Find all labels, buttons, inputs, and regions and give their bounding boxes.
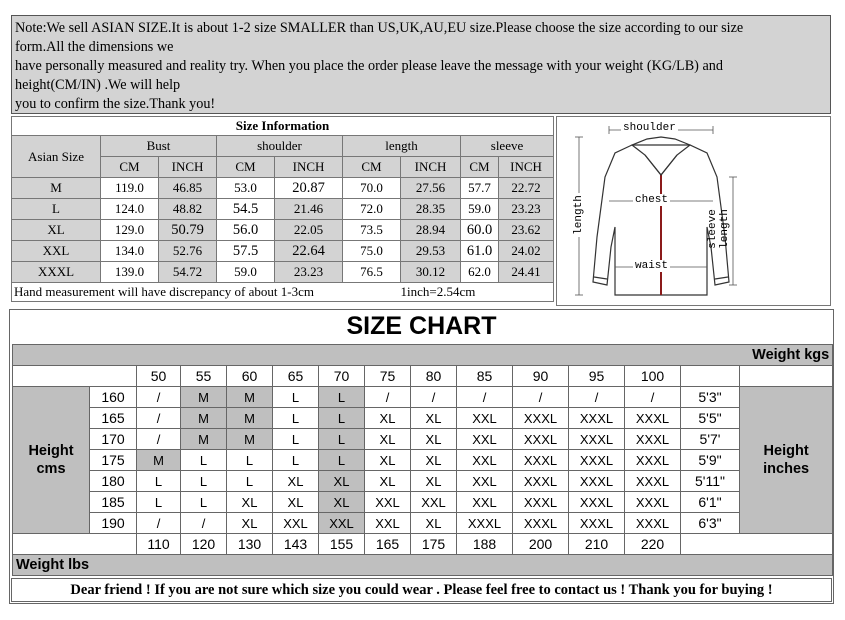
table-cell: 59.0: [217, 262, 275, 283]
size-cell: /: [137, 387, 181, 408]
table-cell: 70.0: [343, 178, 401, 199]
sleeve-label: sleeve: [707, 209, 719, 249]
length-header: length: [343, 136, 461, 157]
waist-label: waist: [635, 260, 669, 272]
table-cell: 60.0: [461, 220, 499, 241]
table-cell: 61.0: [461, 241, 499, 262]
size-cell: /: [569, 387, 625, 408]
blank-cell: [13, 366, 137, 387]
kg-value: 70: [319, 366, 365, 387]
size-cell: M: [227, 408, 273, 429]
table-row: [13, 450, 833, 471]
lb-value: 110: [137, 534, 181, 555]
table-row: [13, 492, 833, 513]
table-row: [13, 513, 833, 534]
size-cell: XXXL: [569, 492, 625, 513]
note-line: Note:We sell ASIAN SIZE.It is about 1-2 size SMALLER than US,UK,AU,EU size.Please choose the size according to our size: [15, 20, 744, 36]
size-label: L: [12, 199, 101, 220]
size-cell: M: [181, 429, 227, 450]
size-cell: XXXL: [513, 492, 569, 513]
height-cms-label-line2: cms: [36, 461, 66, 477]
height-cm-value: 175: [90, 450, 137, 471]
unit-header: CM: [343, 157, 401, 178]
size-cell: XL: [411, 429, 457, 450]
length-label: length: [573, 193, 585, 237]
sleeve-header: sleeve: [461, 136, 554, 157]
size-cell: XXXL: [625, 429, 681, 450]
table-row: [13, 429, 833, 450]
size-cell: XL: [411, 450, 457, 471]
size-cell: L: [319, 450, 365, 471]
height-cm-value: 180: [90, 471, 137, 492]
lb-value: 120: [181, 534, 227, 555]
contact-message: Dear friend ! If you are not sure which size you could wear . Please feel free to contact us ! Thank you for buying !: [11, 578, 832, 602]
size-cell: XXL: [365, 513, 411, 534]
size-cell: /: [625, 387, 681, 408]
size-cell: XL: [411, 408, 457, 429]
size-cell: XXXL: [625, 471, 681, 492]
size-cell: L: [319, 429, 365, 450]
unit-header: INCH: [275, 157, 343, 178]
size-cell: /: [137, 513, 181, 534]
lb-value: 210: [569, 534, 625, 555]
table-cell: 50.79: [159, 220, 217, 241]
size-cell: L: [273, 450, 319, 471]
height-inch-value: 5'9": [681, 450, 740, 471]
table-cell: 20.87: [275, 178, 343, 199]
table-cell: 22.64: [275, 241, 343, 262]
table-row: [13, 408, 833, 429]
weight-kgs-label: Weight kgs: [13, 345, 833, 366]
size-cell: XL: [227, 513, 273, 534]
size-cell: XXXL: [457, 513, 513, 534]
table-cell: 75.0: [343, 241, 401, 262]
size-cell: XXXL: [625, 450, 681, 471]
size-cell: /: [513, 387, 569, 408]
table-cell: 57.5: [217, 241, 275, 262]
table-cell: 54.72: [159, 262, 217, 283]
lb-value: 220: [625, 534, 681, 555]
size-cell: XL: [365, 429, 411, 450]
size-cell: XXL: [457, 408, 513, 429]
size-cell: L: [319, 387, 365, 408]
size-cell: XXL: [457, 429, 513, 450]
table-cell: 73.5: [343, 220, 401, 241]
size-label: XXXL: [12, 262, 101, 283]
lb-value: 188: [457, 534, 513, 555]
size-label: XXL: [12, 241, 101, 262]
height-inch-value: 6'3": [681, 513, 740, 534]
unit-header: INCH: [499, 157, 554, 178]
height-inches-label: [740, 387, 833, 534]
table-cell: 29.53: [401, 241, 461, 262]
size-cell: M: [227, 387, 273, 408]
weight-lbs-label: Weight lbs: [13, 555, 833, 576]
unit-header: INCH: [159, 157, 217, 178]
size-cell: /: [181, 513, 227, 534]
size-cell: /: [457, 387, 513, 408]
table-row: [12, 220, 554, 241]
table-cell: 53.0: [217, 178, 275, 199]
size-cell: M: [227, 429, 273, 450]
table-cell: 22.05: [275, 220, 343, 241]
note-line: form.All the dimensions we: [15, 39, 174, 55]
unit-header: INCH: [401, 157, 461, 178]
height-cms-label-line1: Height: [28, 443, 74, 459]
lb-value: 175: [411, 534, 457, 555]
kg-value: 85: [457, 366, 513, 387]
size-cell: /: [137, 408, 181, 429]
table-cell: 27.56: [401, 178, 461, 199]
kg-value: 90: [513, 366, 569, 387]
height-inch-value: 5'3": [681, 387, 740, 408]
size-cell: XL: [365, 450, 411, 471]
shirt-measurement-diagram: [556, 116, 831, 306]
size-cell: XL: [411, 513, 457, 534]
table-cell: 23.62: [499, 220, 554, 241]
size-cell: XXL: [457, 492, 513, 513]
kg-value: 50: [137, 366, 181, 387]
height-cm-value: 190: [90, 513, 137, 534]
height-inches-label-line1: Height: [763, 443, 809, 459]
table-row: [12, 178, 554, 199]
table-cell: 23.23: [499, 199, 554, 220]
kg-value: 80: [411, 366, 457, 387]
table-cell: 124.0: [101, 199, 159, 220]
kg-header-row: [13, 366, 833, 387]
lbs-row: [13, 534, 833, 555]
bust-header: Bust: [101, 136, 217, 157]
size-chart-title: SIZE CHART: [346, 312, 497, 340]
table-cell: 46.85: [159, 178, 217, 199]
height-inch-value: 5'11": [681, 471, 740, 492]
size-cell: L: [273, 387, 319, 408]
kg-value: 75: [365, 366, 411, 387]
table-row: [12, 241, 554, 262]
kg-value: 95: [569, 366, 625, 387]
blank-cell: [740, 366, 833, 387]
size-cell: XL: [365, 408, 411, 429]
size-cell: XXXL: [569, 429, 625, 450]
measurement-footnote: Hand measurement will have discrepancy of about 1-3cm: [12, 283, 401, 302]
size-cell: XXXL: [513, 408, 569, 429]
size-cell: XXXL: [569, 450, 625, 471]
size-cell: XXL: [273, 513, 319, 534]
size-cell: XL: [365, 471, 411, 492]
shoulder-label: shoulder: [623, 122, 676, 134]
size-cell: XXL: [457, 450, 513, 471]
size-cell: XXL: [457, 471, 513, 492]
size-cell: XXXL: [513, 429, 569, 450]
size-cell: L: [273, 429, 319, 450]
table-cell: 23.23: [275, 262, 343, 283]
kg-value: 100: [625, 366, 681, 387]
size-cell: M: [137, 450, 181, 471]
size-note: [11, 15, 831, 114]
table-row: [12, 199, 554, 220]
height-inches-label-line2: inches: [763, 461, 810, 477]
size-cell: /: [365, 387, 411, 408]
asian-size-header: Asian Size: [12, 136, 101, 178]
note-line: height(CM/IN) .We will help: [15, 77, 181, 93]
height-inch-value: 6'1": [681, 492, 740, 513]
table-cell: 76.5: [343, 262, 401, 283]
table-cell: 22.72: [499, 178, 554, 199]
size-chart-table: [12, 344, 833, 576]
table-cell: 54.5: [217, 199, 275, 220]
size-label: M: [12, 178, 101, 199]
shirt-icon: [557, 117, 830, 305]
size-cell: XXXL: [569, 513, 625, 534]
table-cell: 52.76: [159, 241, 217, 262]
size-info-title: Size Information: [12, 117, 554, 136]
height-cm-value: 170: [90, 429, 137, 450]
size-cell: XXL: [411, 492, 457, 513]
size-label: XL: [12, 220, 101, 241]
size-cell: XL: [411, 471, 457, 492]
lb-value: 165: [365, 534, 411, 555]
blank-cell: [13, 534, 137, 555]
size-cell: XL: [273, 492, 319, 513]
height-cms-label: [13, 387, 90, 534]
size-cell: XXXL: [625, 513, 681, 534]
table-row: [12, 262, 554, 283]
kg-value: 55: [181, 366, 227, 387]
table-cell: 134.0: [101, 241, 159, 262]
kg-value: 60: [227, 366, 273, 387]
table-cell: 48.82: [159, 199, 217, 220]
table-cell: 62.0: [461, 262, 499, 283]
size-cell: XXXL: [569, 408, 625, 429]
table-cell: 119.0: [101, 178, 159, 199]
size-cell: /: [411, 387, 457, 408]
table-cell: 59.0: [461, 199, 499, 220]
height-cm-value: 165: [90, 408, 137, 429]
blank-cell: [681, 366, 740, 387]
table-row: [13, 387, 833, 408]
unit-header: CM: [101, 157, 159, 178]
size-cell: XXXL: [625, 408, 681, 429]
height-cm-value: 160: [90, 387, 137, 408]
size-cell: XL: [273, 471, 319, 492]
note-line: you to confirm the size.Thank you!: [15, 96, 216, 112]
size-cell: L: [181, 471, 227, 492]
size-cell: L: [319, 408, 365, 429]
height-inch-value: 5'7': [681, 429, 740, 450]
weight-lbs-row: [13, 555, 833, 576]
table-cell: 30.12: [401, 262, 461, 283]
table-cell: 129.0: [101, 220, 159, 241]
size-cell: /: [137, 429, 181, 450]
table-cell: 72.0: [343, 199, 401, 220]
table-cell: 28.94: [401, 220, 461, 241]
table-cell: 28.35: [401, 199, 461, 220]
lb-value: 155: [319, 534, 365, 555]
size-cell: XL: [319, 492, 365, 513]
table-cell: 56.0: [217, 220, 275, 241]
size-cell: XXXL: [513, 513, 569, 534]
unit-header: CM: [461, 157, 499, 178]
sleeve-length-label: length: [719, 209, 731, 249]
lb-value: 130: [227, 534, 273, 555]
lb-value: 200: [513, 534, 569, 555]
unit-header: CM: [217, 157, 275, 178]
height-cm-value: 185: [90, 492, 137, 513]
size-cell: XXXL: [625, 492, 681, 513]
lb-value: 143: [273, 534, 319, 555]
blank-cell: [681, 534, 833, 555]
size-cell: L: [181, 492, 227, 513]
size-cell: XL: [227, 492, 273, 513]
table-row: [13, 471, 833, 492]
weight-kgs-row: [13, 345, 833, 366]
size-cell: L: [137, 492, 181, 513]
size-cell: L: [227, 450, 273, 471]
size-cell: XXL: [319, 513, 365, 534]
size-cell: L: [137, 471, 181, 492]
kg-value: 65: [273, 366, 319, 387]
size-cell: XXL: [365, 492, 411, 513]
table-cell: 24.41: [499, 262, 554, 283]
table-cell: 57.7: [461, 178, 499, 199]
size-cell: XXXL: [513, 471, 569, 492]
size-cell: XXXL: [569, 471, 625, 492]
size-cell: L: [273, 408, 319, 429]
size-information-table: [11, 116, 554, 302]
table-cell: 139.0: [101, 262, 159, 283]
table-cell: 24.02: [499, 241, 554, 262]
size-cell: L: [181, 450, 227, 471]
size-cell: XXXL: [513, 450, 569, 471]
shoulder-header: shoulder: [217, 136, 343, 157]
size-cell: M: [181, 387, 227, 408]
inch-conversion: 1inch=2.54cm: [401, 283, 554, 302]
note-line: have personally measured and reality try. When you place the order please leave the message with your weight (KG/LB) and: [15, 58, 723, 74]
size-cell: L: [227, 471, 273, 492]
size-cell: M: [181, 408, 227, 429]
table-cell: 21.46: [275, 199, 343, 220]
height-inch-value: 5'5": [681, 408, 740, 429]
chest-label: chest: [635, 194, 669, 206]
size-cell: XL: [319, 471, 365, 492]
